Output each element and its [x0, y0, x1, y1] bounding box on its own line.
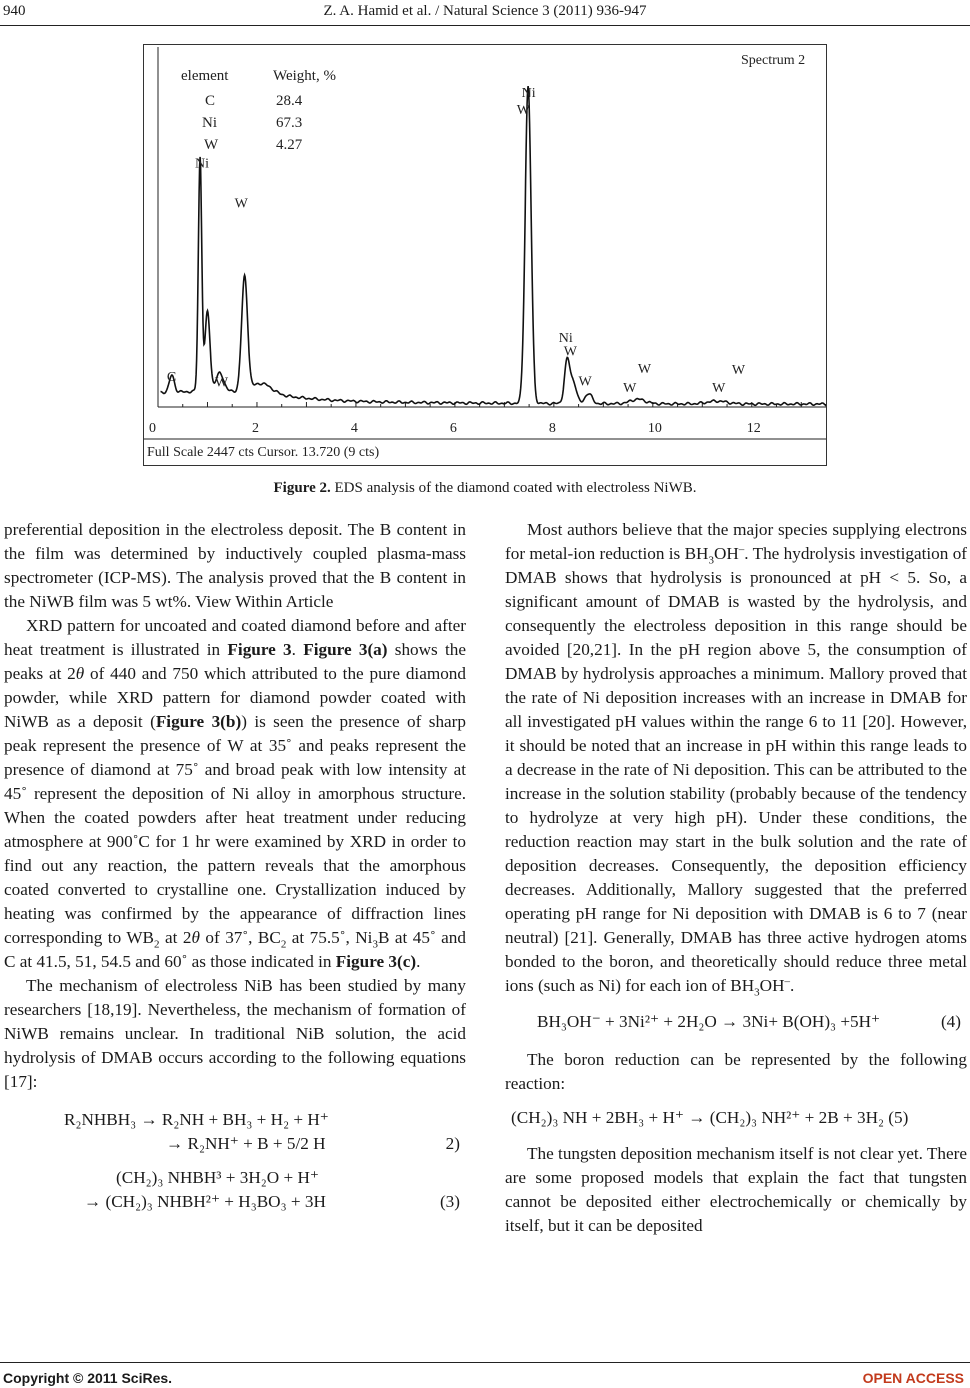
caption-label: Figure 2. [273, 480, 331, 496]
spectrum-line [161, 86, 827, 405]
left-paragraph-2: XRD pattern for uncoated and coated diamond before and after heat treatment is illustrated in Figure 3. Figure 3(a) shows the peaks at 2θ of 440 and 750 which attributed to the pure diamond powder, while XRD pattern for diamond powder coated with NiWB as a deposit (Figure 3(b)) is seen the presence of sharp peak represent the presence of W at 35˚ and peaks represent the presence of diamond at 75˚ and broad peak with low intensity at 45˚ represent the deposition of Ni alloy in amorphous structure. When the coated powders after heat treatment under reducing atmosphere at 900˚C for 1 hr were examined by XRD in order to find out any reaction, the pattern reveals that the amorphous coated converted to crystalline one. Crystallization induced by heating was confirmed by the appearance of diffraction lines corresponding to $WB_2$ at 2θ of 37˚, $BC_2$ at 75.5˚, $Ni_3B$ at 45˚ and C at 41.5, 51, 54.5 and 60˚ as those indicated in Figure 3(c). [4, 616, 467, 971]
peak-label: W [563, 344, 577, 360]
right-paragraph-2: The boron reduction can be represented by the following reaction: [505, 1050, 967, 1093]
copyright: Copyright © 2011 SciRes. [3, 1370, 173, 1386]
table-header-weight: Weight, % [273, 68, 336, 84]
chart-footer-text: Full Scale 2447 cts Cursor. 13.720 (9 cts) [147, 445, 380, 460]
spectrum-label: Spectrum 2 [741, 53, 806, 68]
x-tick-label: 0 [149, 421, 156, 436]
peak-label: C [166, 369, 177, 385]
table-element-ni: Ni [202, 115, 217, 131]
eds-spectrum-chart [144, 45, 826, 465]
peak-label: Ni [195, 156, 210, 172]
x-tick-label: 2 [251, 421, 259, 436]
left-paragraph-1: preferential deposition in the electroless deposit. The B content in the film was determined by inductively coupled plasma-mass spectrometer (ICP-MS). The analysis proved that the B content in the NiWB film was 5 wt%. View Within Article [4, 520, 466, 611]
table-weight-ni: 67.3 [276, 115, 303, 131]
x-tick-label: 12 [746, 421, 761, 436]
peak-label: W [731, 362, 746, 378]
figure-3b-ref[interactable]: Figure 3(b) [155, 712, 242, 731]
equation-4: BH₃OH⁻ + 3Ni²⁺ + 2H₂O → 3Ni+ B(OH)₃ +5H⁺ (4) [505, 1010, 967, 1034]
open-access-label: OPEN ACCESS [862, 1370, 964, 1386]
eds-figure [143, 44, 827, 466]
table-element-c: C [205, 93, 216, 109]
right-column [505, 518, 967, 1238]
peak-label: Ni [558, 331, 573, 347]
left-paragraph-3: The mechanism of electroless NiB has been studied by many researchers [18,19]. Nevertheless, the mechanism of formation of NiWB remains unclear. In traditional NiB solution, the acid hydrolysis of DMAB occurs according to the following equations [17]: [4, 976, 466, 1091]
figure-3c-ref[interactable]: Figure 3(c) [335, 952, 417, 971]
table-header-element: element [181, 68, 229, 84]
figure-3-ref[interactable]: Figure 3 [227, 640, 292, 659]
figure-3a-ref[interactable]: Figure 3(a) [303, 640, 388, 659]
caption-text: EDS analysis of the diamond coated with electroless NiWB. [330, 480, 697, 496]
header-rule [0, 25, 970, 26]
x-tick-label: 4 [350, 421, 358, 436]
left-column [4, 518, 466, 1214]
peak-label: W [214, 375, 229, 391]
equation-2-line-2: → R₂NH⁺ + B + 5/2 H 2) [4, 1132, 466, 1156]
right-paragraph-3: The tungsten deposition mechanism itself is not clear yet. There are some proposed models that explain the fact that tungsten cannot be deposited either electrochemically or chemically by itself, but it can be deposited [505, 1144, 967, 1235]
table-element-w: W [204, 137, 219, 153]
footer-rule [0, 1362, 970, 1363]
peak-label: W [712, 381, 726, 397]
equation-2-number: 2) [445, 1134, 460, 1153]
page-number: 940 [3, 3, 26, 19]
equation-2-line-1: R₂NHBH₃ → R₂NH + BH₃ + H₂ + H⁺ [64, 1110, 329, 1129]
right-paragraph-1: Most authors believe that the major species supplying electrons for metal-ion reduction is $BH_3OH^-$. The hydrolysis investigation of DMAB shows that hydrolysis is pronounced at pH < 5. So, a significant amount of DMAB is wasted by the hydrolysis, and consequently the electroless deposition in this range should be avoided [20,21]. In the pH region above 5, the consumption of DMAB by hydrolysis approaches a minimum. Mallory proved that the rate of Ni deposition increases with an increase in DMAB for all investigated pH values within the range 6 to 11 [20]. However, it should be noted that an increase in pH within this range leads to a decrease in the rate of Ni deposition. This can be attributed to the increase in the solution stability (probably because of the tendency to hydrolyze at very high pH). Under these conditions, the reduction reaction may start in the bulk solution and the rate of deposition decreases. Consequently, the deposition efficiency decreases. Additionally, Mallory suggested that the preferred operating pH range for Ni deposition with DMAB is 6 to 7 (near neutral) [21]. Generally, DMAB has three active hydrogen atoms bonded to the boron, and theoretically should reduce three metal ions (such as Ni) for each ion of $BH_3OH^-$. [505, 520, 968, 999]
peak-label: W [234, 196, 248, 212]
equation-3-number: (3) [439, 1192, 460, 1211]
table-weight-w: 4.27 [276, 137, 303, 153]
figure-caption [0, 480, 970, 497]
running-header [0, 3, 970, 25]
running-title: Z. A. Hamid et al. / Natural Science 3 (2011) 936-947 [323, 3, 647, 19]
x-tick-label: 8 [548, 421, 556, 436]
equation-4-number: (4) [940, 1012, 961, 1031]
equation-3-line-2: → (CH₂)₃ NHBH²⁺ + H₃BO₃ + 3H (3) [4, 1190, 466, 1214]
x-tick-label: 6 [449, 421, 457, 436]
peak-label: Ni [521, 85, 536, 101]
equation-5: (CH₂)₃ NH + 2BH₃ + H⁺ → (CH₂)₃ NH²⁺ + 2B + 3H₂ (5) [511, 1108, 909, 1127]
peak-label: W [623, 381, 637, 397]
peak-label: W [516, 103, 530, 119]
equation-3-line-1: (CH₂)₃ NHBH³ + 3H₂O + H⁺ [116, 1168, 319, 1187]
peak-label: W [637, 361, 652, 377]
peak-label: W [578, 374, 592, 390]
table-weight-c: 28.4 [276, 93, 303, 109]
x-tick-label: 10 [647, 421, 662, 436]
